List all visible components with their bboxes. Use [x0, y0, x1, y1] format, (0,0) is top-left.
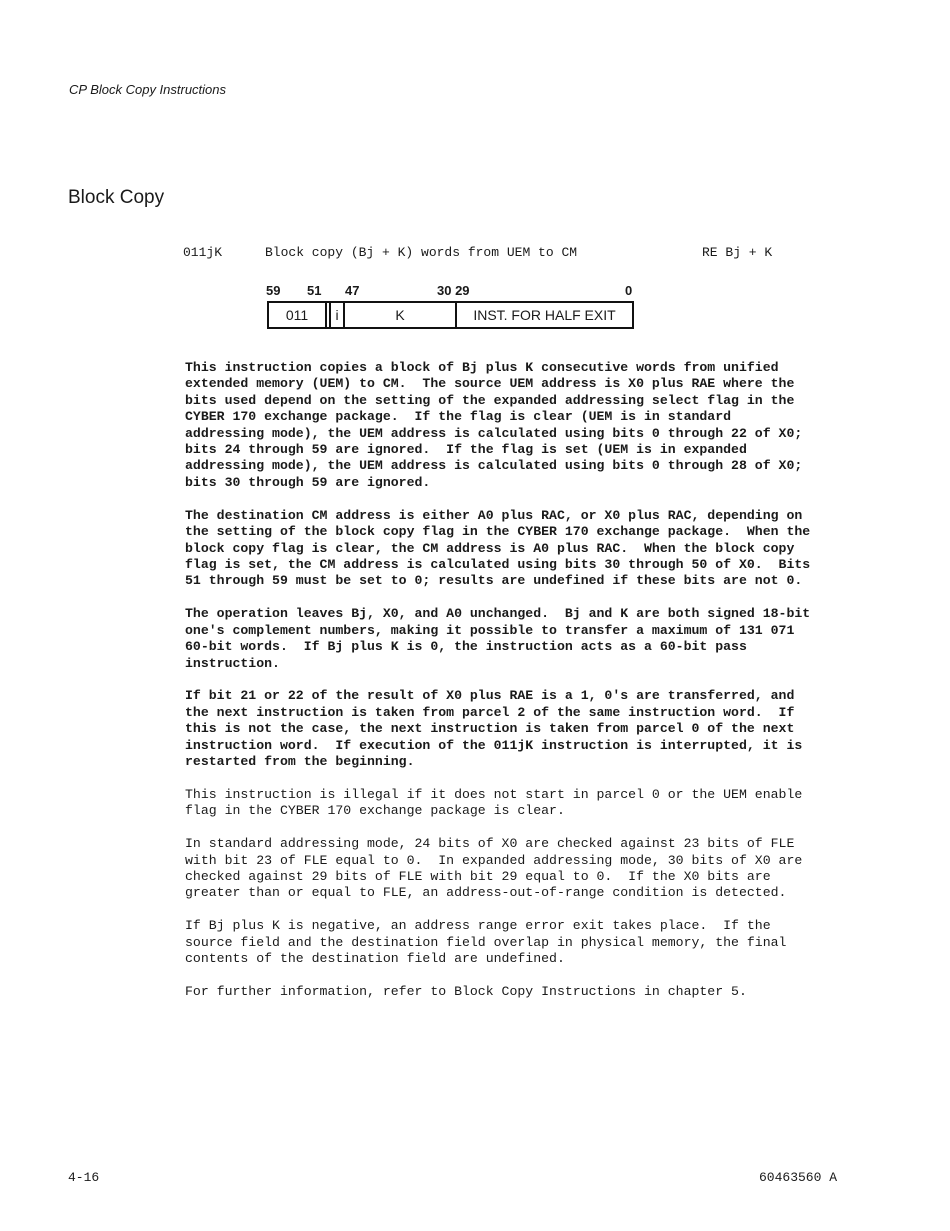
body-text [185, 360, 845, 1017]
instruction-opcode: 011jK [183, 245, 223, 260]
paragraph: If bit 21 or 22 of the result of X0 plus RAE is a 1, 0's are transferred, and the next instruction is taken from parcel 2 of the same instruction word. If this is not the case, the next instruction is taken from parcel 0 of the next instruction word. If execution of the 011jK instruction is interrupted, it is restarted from the beginning. [185, 688, 803, 770]
section-title: Block Copy [68, 187, 165, 208]
page-number: 4-16 [68, 1170, 100, 1185]
paragraph: If Bj plus K is negative, an address range error exit takes place. If the source field and the destination field overlap in physical memory, the final contents of the destination field are undefined. [185, 918, 787, 967]
paragraph: This instruction is illegal if it does not start in parcel 0 or the UEM enable flag in the CYBER 170 exchange package is clear. [185, 786, 803, 819]
paragraph: The destination CM address is either A0 plus RAC, or X0 plus RAC, depending on the setting of the block copy flag in the CYBER 170 exchange package. When the block copy flag is clear, the CM address is A0 plus RAC. When the block copy flag is set, the CM address is calculated using bits 30 through 50 of X0. Bits 51 through 59 must be set to 0; results are undefined if these bits are not 0. [185, 507, 811, 589]
paragraph: The operation leaves Bj, X0, and A0 unchanged. Bj and K are both signed 18-bit one's complement numbers, making it possible to transfer a maximum of 131 071 60-bit words. If Bj plus K is 0, the instruction acts as a 60-bit pass instruction. [185, 606, 811, 671]
field-i: i [335, 307, 339, 323]
bit-label: 0 [625, 283, 633, 298]
bit-label: 47 [345, 283, 360, 298]
field-opcode: 011 [285, 307, 309, 323]
bit-label: 59 [266, 283, 281, 298]
field-divider [325, 303, 327, 327]
field-half-exit: INST. FOR HALF EXIT [473, 307, 616, 323]
paragraph: This instruction copies a block of Bj plus K consecutive words from unified extended memory (UEM) to CM. The source UEM address is X0 plus RAE where the bits used depend on the setting of the expanded addressing select flag in the CYBER 170 exchange package. If the flag is clear (UEM is in standard addressing mode), the UEM address is calculated using bits 0 through 22 of X0; bits 24 through 59 are ignored. If the flag is set (UEM is in expanded addressing mode), the UEM address is calculated using bits 0 through 28 of X0; bits 30 through 59 are ignored. [185, 360, 803, 490]
paragraph: For further information, refer to Block Copy Instructions in chapter 5. [185, 984, 747, 1000]
bit-label: 30 29 [437, 283, 470, 298]
instruction-operands: RE Bj + K [702, 245, 773, 260]
instruction-format-diagram [267, 301, 634, 329]
paragraph: In standard addressing mode, 24 bits of X0 are checked against 23 bits of FLE with bit 23 of FLE equal to 0. In expanded addressing mode, 30 bits of X0 are checked against 29 bits of FLE with bit 29 equal to 0. If the X0 bits are greater than or equal to FLE, an address-out-of-range condition is detected. [185, 836, 803, 901]
instruction-description: Block copy (Bj + K) words from UEM to CM [265, 245, 578, 260]
running-header: CP Block Copy Instructions [69, 82, 227, 97]
bit-label: 51 [307, 283, 322, 298]
field-k: K [395, 307, 405, 323]
document-number: 60463560 A [759, 1170, 838, 1185]
